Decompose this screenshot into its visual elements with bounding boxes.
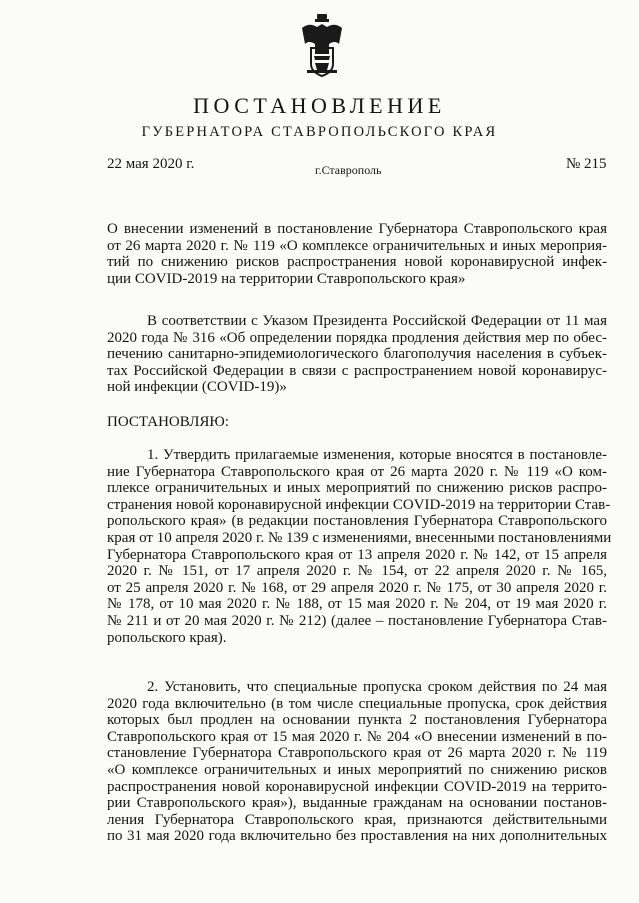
preamble-line: печению санитарно-эпидемиологического благополучия населения в субъек- (107, 346, 607, 363)
paragraph-line: № 178, от 10 мая 2020 г. № 188, от 15 мая 2020 г. № 204, от 19 мая 2020 г. (107, 596, 607, 613)
paragraph-line: по 31 мая 2020 года включительно без проставления на них дополнительных (107, 828, 607, 845)
preamble-line: ной инфекции (COVID-19)» (107, 379, 287, 396)
resolve-heading: ПОСТАНОВЛЯЮ: (107, 414, 229, 430)
preamble (107, 313, 607, 396)
paragraph-line: «О комплексе ограничительных и иных мероприятий по снижению рисков (107, 761, 607, 778)
paragraph-line: Губернатора Ставропольского края от 13 апреля 2020 г. № 142, от 15 апреля (107, 546, 607, 563)
document-heading (107, 221, 607, 287)
heading-line: О внесении изменений в постановление Губернатора Ставропольского края (107, 221, 607, 237)
paragraph-line: края от 10 апреля 2020 г. № 139 с изменениями, внесенными постановлениями (107, 529, 612, 546)
heading-line: тий по снижению рисков распространения новой коронавирусной инфек- (107, 254, 607, 271)
document-subtitle: ГУБЕРНАТОРА СТАВРОПОЛЬСКОГО КРАЯ (141, 124, 498, 140)
paragraph-line: ления Губернатора Ставропольского края, признаются действительными (107, 811, 607, 828)
heading-line: ции COVID-2019 на территории Ставропольского края» (107, 270, 466, 287)
paragraph-line: распространения новой коронавирусной инфекции COVID-2019 на террито- (107, 778, 607, 795)
paragraph-line: странения новой коронавирусной инфекции COVID-2019 на территории Став- (107, 496, 611, 513)
coat-of-arms-icon (299, 14, 345, 78)
heading-line: от 26 марта 2020 г. № 119 «О комплексе ограничительных и иных мероприя- (107, 237, 607, 254)
preamble-line: В соответствии с Указом Президента Российской Федерации от 11 мая (147, 313, 607, 329)
paragraph-line: которых был продлен на основании пункта 2 постановления Губернатора (107, 712, 607, 729)
paragraph-line: плексе ограничительных и иных мероприятий по снижению рисков распро- (107, 480, 607, 497)
paragraph-line: Ставропольского края от 15 мая 2020 г. № 204 «О внесении изменений в по- (107, 728, 607, 745)
paragraph-line: от 25 апреля 2020 г. № 168, от 29 апреля 2020 г. № 175, от 30 апреля 2020 г. (107, 579, 607, 596)
document-title: ПОСТАНОВЛЕНИЕ (193, 93, 446, 118)
paragraph-2 (107, 679, 607, 845)
paragraph-line: 2020 года включительно (в том числе специальные пропуска, срок действия (107, 695, 607, 712)
paragraph-line: 2. Установить, что специальные пропуска сроком действия по 24 мая (147, 679, 607, 695)
paragraph-line: 2020 г. № 151, от 17 апреля 2020 г. № 154, от 22 апреля 2020 г. № 165, (107, 563, 607, 580)
preamble-line: тах Российской Федерации в связи с распространением новой коронавирус- (107, 362, 607, 379)
paragraph-line: ропольского края» (в редакции постановления Губернатора Ставропольского (107, 513, 607, 530)
paragraph-line: № 211 и от 20 мая 2020 г. № 212) (далее – постановление Губернатора Став- (107, 612, 607, 629)
paragraph-line: ние Губернатора Ставропольского края от 26 марта 2020 г. № 119 «О ком- (107, 463, 607, 480)
paragraph-line: 1. Утвердить прилагаемые изменения, которые вносятся в постановле- (147, 447, 607, 463)
document-date: 22 мая 2020 г. (107, 156, 195, 172)
document-number: № 215 (566, 156, 607, 172)
paragraph-line: рии Ставропольского края»), выданные гражданам на основании постанов- (107, 795, 607, 812)
paragraph-1 (107, 447, 612, 646)
preamble-line: 2020 года № 316 «Об определении порядка продления действия мер по обес- (107, 329, 607, 346)
paragraph-line: ропольского края). (107, 629, 227, 646)
paragraph-line: становление Губернатора Ставропольского края от 26 марта 2020 г. № 119 (107, 745, 607, 762)
document-city: г.Ставрополь (315, 163, 382, 177)
